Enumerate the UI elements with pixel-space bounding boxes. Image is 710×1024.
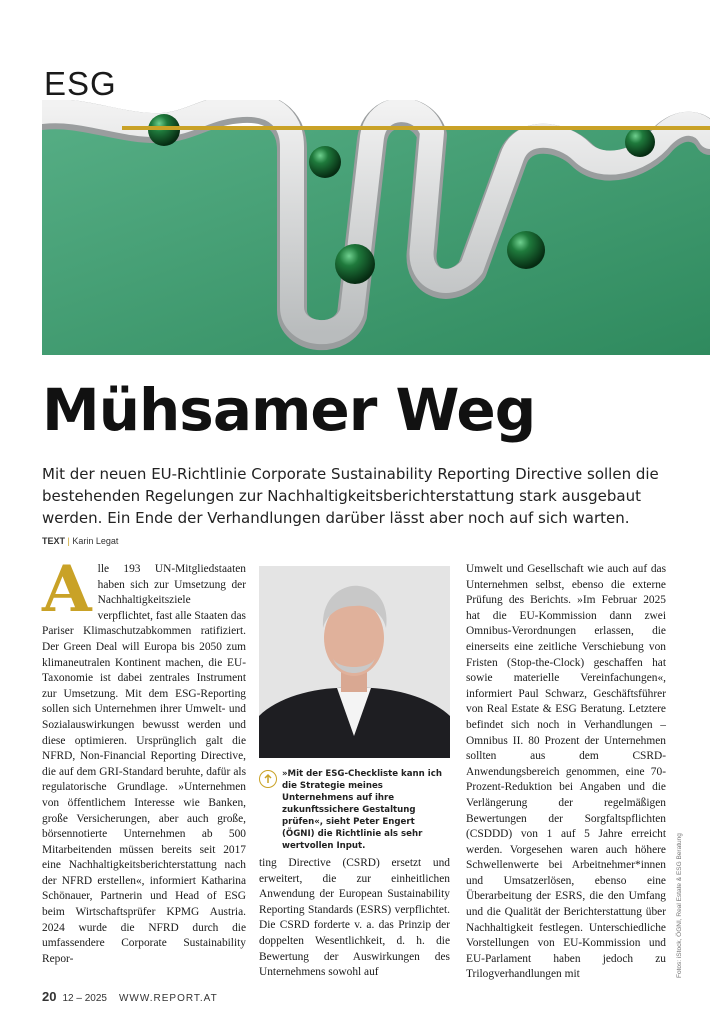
section-label: ESG	[44, 65, 117, 102]
drop-cap: A	[42, 552, 92, 627]
body-column-3: Umwelt und Gesellschaft wie auch auf das Unternehmen selbst, ebenso die externe Prüfung des Berichts. »Im Februar 2025 hat die EU-Kommission dann zwei Omnibus-Verordnungen erlassen, die einerseits eine zeitliche Verschiebung von Fristen (Stop-the-Clock) geschaffen hat sowie materielle Vereinfachungen«, informiert Paul Schwarz, Geschäftsführer von Real Estate & ESG Beratung. Letztere befindet sich noch in Verhandlungen – Omnibus II. 80 Prozent der Unternehmen sollten aus dem CSRD-Anwendungsbereich genommen, eine 70-Prozent-Reduktion bei Angaben und die Verlängerung der regelmäßigen Bewertungen der Sorgfaltspflichten (CSDDD) von 1 auf 5 Jahre erreicht werden. Vorgesehen waren auch höhere Schwellenwerte bei Arbeitnehmer*innen und Umsatzerlösen, ebenso eine Überarbeitung der ESRS, die den Umfang und die Qualität der Berichterstattung über Nachhaltigkeit festlegen. Unterschiedliche Vorstellungen von EU-Kommission und EU-Parlament haben jedoch zu Trilogverhandlungen mit	[466, 563, 666, 981]
page-footer	[42, 989, 218, 1004]
website-link[interactable]: WWW.REPORT.AT	[118, 993, 218, 1004]
body-column-1	[42, 552, 246, 967]
lead-paragraph: Mit der neuen EU-Richtlinie Corporate Sustainability Reporting Directive sollen die bestehenden Regelungen zur Nachhaltigkeitsberichterstattung stark ausgebaut werden. Ein Ende der Verhandlungen darüber lässt aber noch auf sich warten.	[42, 465, 659, 527]
body-text-1: lle 193 UN-Mitgliedstaaten haben sich zur Umsetzung der Nachhaltigkeitsziele verpflichtet, fast alle Staaten das Pariser Klimaschutzabkommen ratifiziert. Der Green Deal will Europa bis 2050 zum klimaneutralen Kontinent machen, die EU-Taxonomie ist dabei zentrales Instrument zur Umsetzung. Mit dem ESG-Reporting sollen sich Unternehmen ihrer Umwelt- und Sozialauswirkungen bewusst werden und diese optimieren. Ursprünglich galt die NFRD, Non-Financial Reporting Directive, die auf dem GRI-Standard beruhte, dafür als regulatorische Grundlage. »Unternehmen von öffentlichem Interesse wie Banken, große Versicherungen, aber auch große, börsennotierte Unternehmen ab 500 Mitarbeitenden müssen bereits seit 2017 eine Nachhaltigkeitsberichterstattung nach der NFRD erstellen«, informiert Katharina Schönauer, Partnerin und Head of ESG beim Wirtschaftsprüfer KPMG Austria. 2024 wurde die NFRD durch die umfassendere Corporate Sustainability Repor-	[42, 563, 246, 965]
headline: Mühsamer Weg	[42, 376, 536, 444]
hero-image	[42, 100, 710, 355]
body-column-2: ting Directive (CSRD) ersetzt und erweitert, die zur einheitlichen Anwendung der European Sustainability Reporting Standards (ESRS) verpflichtet. Die CSRD forderte v. a. das Prinzip der doppelten Wesentlichkeit, d. h. die Bewertung der Auswirkungen des Unternehmens sowohl auf	[259, 857, 450, 979]
pull-quote: »Mit der ESG-Checkliste kann ich die Strategie meines Unternehmens auf ihre zukunftssichere Gestaltung prüfen«, sieht Peter Engert (ÖGNI) die Richtlinie als sehr wertvollen Input.	[282, 769, 442, 851]
photo-credit	[676, 828, 688, 978]
accent-rule	[122, 126, 710, 130]
page-number: 20	[42, 989, 57, 1004]
byline: TEXT | Karin Legat	[42, 536, 119, 546]
byline-label: TEXT	[42, 536, 66, 546]
byline-author: Karin Legat	[72, 536, 119, 546]
quote-arrow-icon	[259, 770, 277, 788]
photo-credit-text: Fotos: iStock, ÖGNI, Real Estate & ESG Beratung	[676, 833, 683, 978]
issue-label: 12 – 2025	[62, 993, 107, 1004]
portrait-photo	[259, 566, 450, 758]
